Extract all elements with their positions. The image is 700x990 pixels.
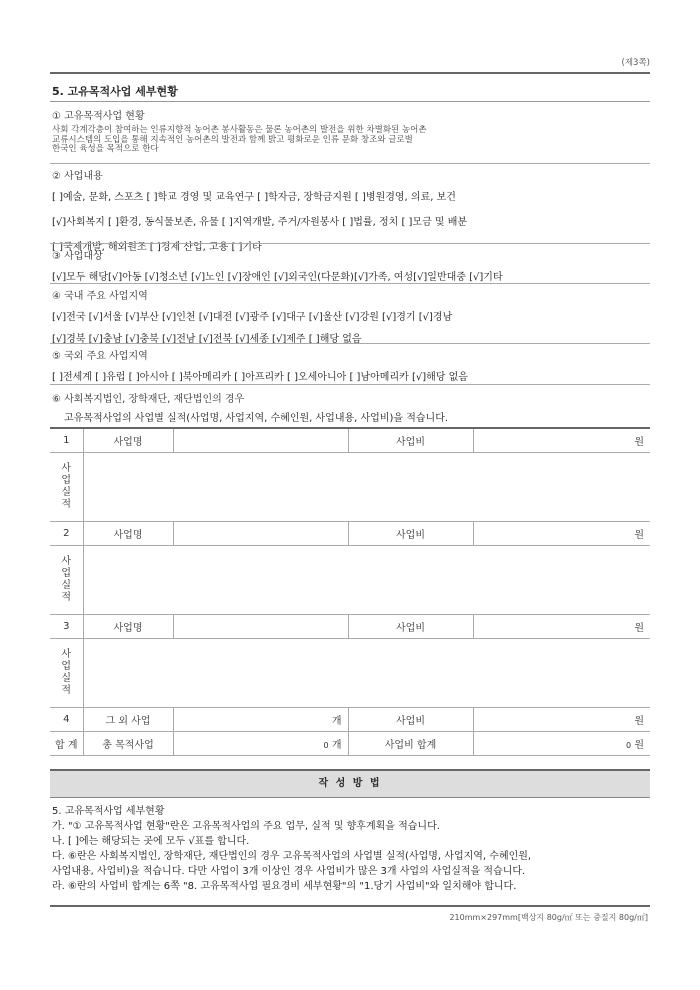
domestic-region-options: [√]전국 [√]서울 [√]부산 [√]인천 [√]대전 [√]광주 [√]대구 [√]울산 [√]강원 [√]경기 [√]경남 (52, 312, 453, 323)
section-divider (50, 101, 650, 102)
top-divider (50, 72, 650, 74)
business-target-header: ③ 사업대상 (52, 251, 103, 262)
project-cost-label: 사업비 (348, 428, 473, 453)
won-unit: 원 (634, 530, 644, 541)
project-number: 4 (50, 708, 83, 732)
business-content-block (52, 167, 648, 253)
table-row (50, 639, 650, 708)
table-row (50, 428, 650, 453)
total-cost-label: 사업비 합계 (348, 732, 473, 756)
total-count-value: 0 (323, 741, 329, 750)
business-content-options: [ ]국제개발, 해외원조 [ ]경제 산업, 고용 [ ]기타 (52, 242, 262, 253)
domestic-region-block (52, 287, 648, 345)
overseas-region-options: [ ]전세계 [ ]유럽 [ ]아시아 [ ]북아메리카 [ ]아프리카 [ ]오세아니아 [ ]남아메리카 [√]해당 없음 (52, 372, 468, 383)
business-status-header: ① 고유목적사업 현황 (52, 111, 145, 122)
guide-title: 작 성 방 법 (50, 769, 650, 798)
project-cost-field[interactable] (473, 708, 650, 732)
performance-field[interactable] (83, 453, 650, 522)
performance-header: ⑥ 사회복지법인, 장학재단, 재단법인의 경우 (52, 394, 245, 405)
project-name-label: 사업명 (83, 522, 173, 546)
performance-instruction: 고유목적사업의 사업별 실적(사업명, 사업지역, 수혜인원, 사업내용, 사업비)을 적습니다. (64, 413, 449, 424)
project-name-field[interactable] (173, 522, 348, 546)
divider (50, 283, 650, 284)
total-count-label: 총 목적사업 (83, 732, 173, 756)
project-cost-field[interactable] (473, 428, 650, 453)
table-row (50, 732, 650, 756)
guide-line: 나. [ ]에는 해당되는 곳에 모두 √표를 합니다. (52, 836, 250, 847)
performance-block (52, 390, 648, 424)
other-projects-label: 그 외 사업 (83, 708, 173, 732)
project-number: 3 (50, 615, 83, 639)
table-row (50, 453, 650, 522)
guide-heading: 5. 고유목적사업 세부현황 (52, 806, 165, 817)
business-target-block (52, 247, 648, 283)
performance-field[interactable] (83, 546, 650, 615)
performance-label: 사업 실적 (61, 463, 72, 510)
business-status-text: 사회 각계각층이 참여하는 인류지향적 농어촌 봉사활동은 물론 농어촌의 발전을 위한 차별화된 농어촌 (52, 125, 427, 135)
divider (50, 163, 650, 164)
guide-section (52, 804, 650, 894)
divider (50, 384, 650, 385)
business-content-options: [ ]예술, 문화, 스포츠 [ ]학교 경영 및 교육연구 [ ]학자금, 장학금지원 [ ]병원경영, 의료, 보건 (52, 192, 456, 203)
paper-spec: 210mm×297mm[백상지 80g/㎡ 또는 중질지 80g/㎡] (449, 913, 648, 922)
count-unit: 개 (331, 716, 342, 727)
project-cost-field[interactable] (473, 522, 650, 546)
domestic-region-options: [√]경북 [√]충남 [√]충북 [√]전남 [√]전북 [√]세종 [√]제주 [ ]해당 없음 (52, 334, 362, 345)
project-cost-label: 사업비 (348, 522, 473, 546)
project-cost-label: 사업비 (348, 708, 473, 732)
table-row (50, 546, 650, 615)
project-name-field[interactable] (173, 615, 348, 639)
project-cost-label: 사업비 (348, 615, 473, 639)
project-name-label: 사업명 (83, 428, 173, 453)
business-content-options: [√]사회복지 [ ]환경, 동식물보존, 유물 [ ]지역개발, 주거/자원봉사 [ ]법률, 정치 [ ]모금 및 배분 (52, 217, 468, 228)
business-status-text: 한국인 육성을 목적으로 한다 (52, 144, 159, 154)
performance-table (50, 427, 650, 756)
section-title: 5. 고유목적사업 세부현황 (52, 85, 178, 98)
business-status-block (52, 107, 648, 155)
overseas-region-header: ⑤ 국외 주요 사업지역 (52, 351, 148, 362)
won-unit: 원 (634, 437, 644, 448)
table-row (50, 708, 650, 732)
bottom-divider (50, 905, 650, 907)
business-content-header: ② 사업내용 (52, 171, 103, 182)
guide-line: 사업내용, 사업비)을 적습니다. 다만 사업이 3개 이상인 경우 사업비가 많은 3개 사업의 사업실적을 적습니다. (52, 866, 526, 877)
table-row (50, 615, 650, 639)
performance-label: 사업 실적 (61, 649, 72, 696)
project-cost-field[interactable] (473, 615, 650, 639)
business-target-options: [√]모두 해당[√]아동 [√]청소년 [√]노인 [√]장애인 [√]외국인(다문화)[√]가족, 여성[√]일반대중 [√]기타 (52, 272, 503, 283)
won-unit: 원 (634, 740, 644, 751)
count-unit: 개 (331, 740, 342, 751)
business-status-text: 교류시스템의 도입을 통해 지속적인 농어촌의 발전과 함께 밝고 평화로운 인류 문화 창조와 글로벌 (52, 134, 413, 145)
total-label: 합 계 (50, 732, 83, 756)
guide-line: 라. ⑥란의 사업비 합계는 6쪽 "8. 고유목적사업 필요경비 세부현황"의 "1.당기 사업비"와 일치해야 합니다. (52, 881, 517, 892)
guide-line: 다. ⑥란은 사회복지법인, 장학재단, 재단법인의 경우 고유목적사업의 사업별 실적(사업명, 사업지역, 수혜인원, (52, 851, 532, 862)
performance-field[interactable] (83, 639, 650, 708)
total-cost-value: 0 (626, 741, 632, 750)
total-count-field (173, 732, 348, 756)
guide-line: 가. "① 고유목적사업 현황"란은 고유목적사업의 주요 업무, 실적 및 향후계획을 적습니다. (52, 821, 440, 832)
overseas-region-block (52, 347, 648, 383)
project-name-field[interactable] (173, 428, 348, 453)
divider (50, 343, 650, 344)
table-row (50, 522, 650, 546)
other-projects-count-field[interactable] (173, 708, 348, 732)
page-number: (제3쪽) (621, 58, 650, 68)
domestic-region-header: ④ 국내 주요 사업지역 (52, 291, 148, 302)
project-number: 2 (50, 522, 83, 546)
project-name-label: 사업명 (83, 615, 173, 639)
divider (50, 243, 650, 244)
won-unit: 원 (634, 623, 644, 634)
project-number: 1 (50, 428, 83, 453)
total-cost-field (473, 732, 650, 756)
won-unit: 원 (634, 716, 644, 727)
performance-label: 사업 실적 (61, 556, 72, 603)
